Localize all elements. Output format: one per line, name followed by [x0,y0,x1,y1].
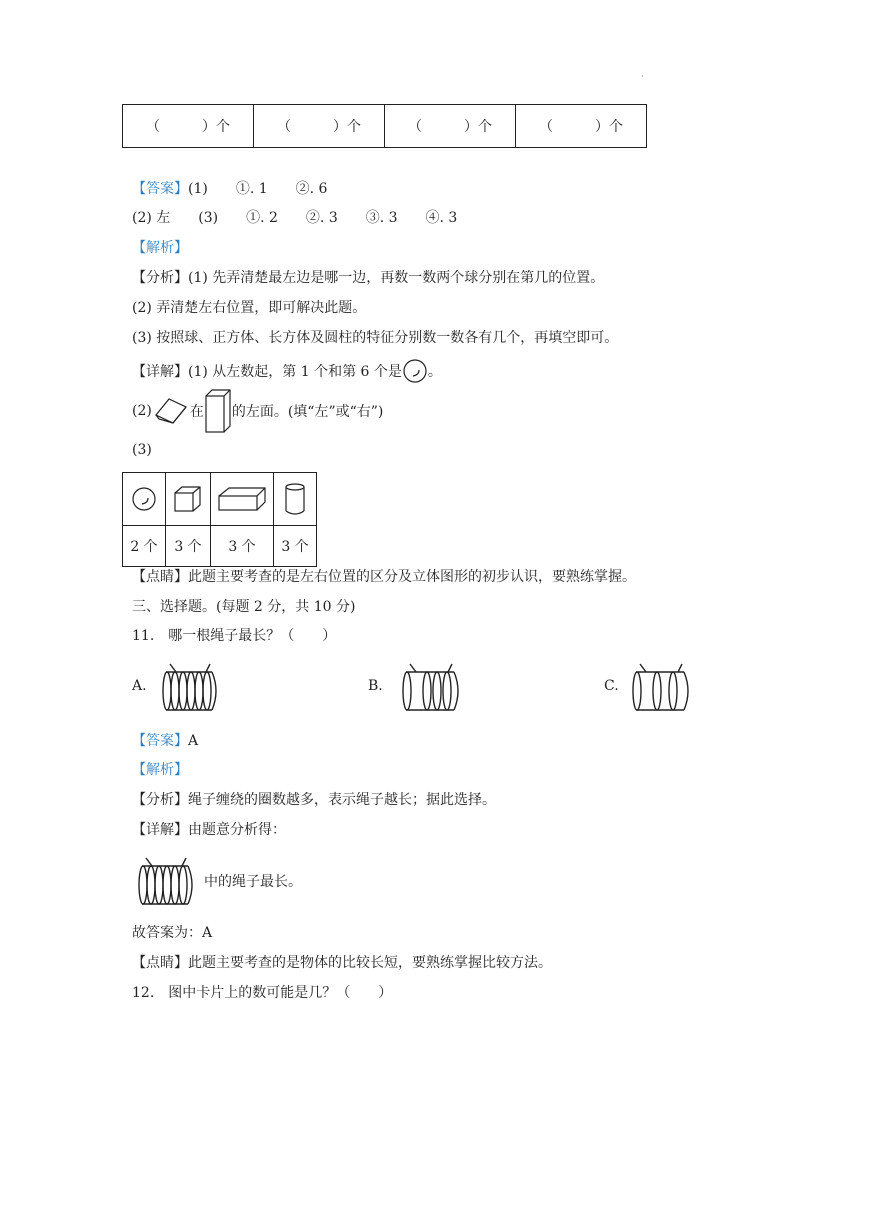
shape-cell [211,473,274,526]
xiangjie-text: 由题意分析得： [188,822,286,838]
dianjing-line [132,566,636,586]
count-cell: 3 个 [211,526,274,567]
q11-final-answer: 故答案为：A [132,925,213,941]
coil-option-c-icon [628,660,694,712]
option-label: B. [368,678,383,694]
shape-cell [123,473,166,526]
analysis-tag: 【解析】 [132,240,188,256]
shape-cell [166,473,211,526]
cuboid-icon [217,485,267,513]
answer-tag: 【答案】 [132,181,188,197]
q11-jiexi-tag: 【解析】 [132,762,188,778]
section-heading: 三、选择题。(每题 2 分，共 10 分) [132,599,356,615]
fenxi-text: (1) 先弄清楚最左边是哪一边，再数一数两个球分别在第几的位置。 [188,270,605,286]
answer-text: A [188,733,199,749]
detail-line-1 [132,358,442,384]
count-cell: 2 个 [123,526,166,567]
answer-tag: 【答案】 [132,733,188,749]
question-12-stem: 12. 图中卡片上的数可能是几？（ ） [132,985,393,1001]
answer-line-2: (2) 左 (3) ①. 2 ②. 3 ③. 3 ④. 3 [132,210,458,226]
q11-dianjing-line [132,952,552,972]
xiangjie-text: (1) 从左数起，第 1 个和第 6 个是 [188,364,402,380]
coil-option-b-icon [400,660,464,712]
cube-icon [172,485,204,513]
q11-fenxi-line [132,789,496,809]
xiangjie-tag: 【详解】 [132,822,188,838]
dianjing-text: 此题主要考查的是物体的比较长短，要熟练掌握比较方法。 [188,955,552,971]
analysis-line: (3) 按照球、正方体、长方体及圆柱的特征分别数一数各有几个，再填空即可。 [132,330,619,346]
q11-answer-line [132,730,198,750]
tilted-cube-icon [152,393,190,429]
analysis-line: (2) 弄清楚左右位置，即可解决此题。 [132,300,367,316]
shape-cell [274,473,317,526]
fenxi-text: 绳子缠绕的圈数越多，表示绳子越长；据此选择。 [188,792,496,808]
analysis-line [132,267,604,287]
fenxi-tag: 【分析】 [132,270,188,286]
xiangjie-tag: 【详解】 [132,364,188,380]
detail-line-2 [132,388,383,434]
q2-mid: 在 [189,404,204,420]
blank-cell: （ ）个 [123,105,254,148]
xiangjie-end: 。 [427,364,442,380]
dianjing-text: 此题主要考查的是左右位置的区分及立体图形的初步认识，要熟练掌握。 [188,569,636,585]
coil-option-a-icon [160,660,224,712]
option-label: C. [604,678,619,694]
answer-line-1 [132,178,327,198]
blank-cell: （ ）个 [254,105,385,148]
shape-count-table [122,472,317,567]
detail-line-3: (3) [132,442,152,458]
ball-icon [402,358,428,384]
option-label: A. [132,678,147,694]
coil-answer-icon [134,854,200,906]
fenxi-tag: 【分析】 [132,792,188,808]
question-11-stem: 11. 哪一根绳子最长？（ ） [132,628,337,644]
blank-cell: （ ）个 [385,105,516,148]
page-mark: · [641,72,644,81]
blank-cell: （ ）个 [516,105,647,148]
cylinder-icon [283,482,307,516]
coil-caption: 中的绳子最长。 [204,874,302,890]
q2-suffix: 的左面。(填“左”或“右”) [231,404,384,420]
count-cell: 3 个 [274,526,317,567]
tall-cuboid-icon [204,388,232,434]
dianjing-tag: 【点睛】 [132,955,188,971]
ball-icon [130,485,158,513]
q2-prefix: (2) [132,403,152,419]
count-cell: 3 个 [166,526,211,567]
answer-text: (1) ①. 1 ②. 6 [188,181,328,197]
answer-blank-table [122,104,647,148]
q11-xiangjie-line [132,819,286,839]
dianjing-tag: 【点睛】 [132,569,188,585]
